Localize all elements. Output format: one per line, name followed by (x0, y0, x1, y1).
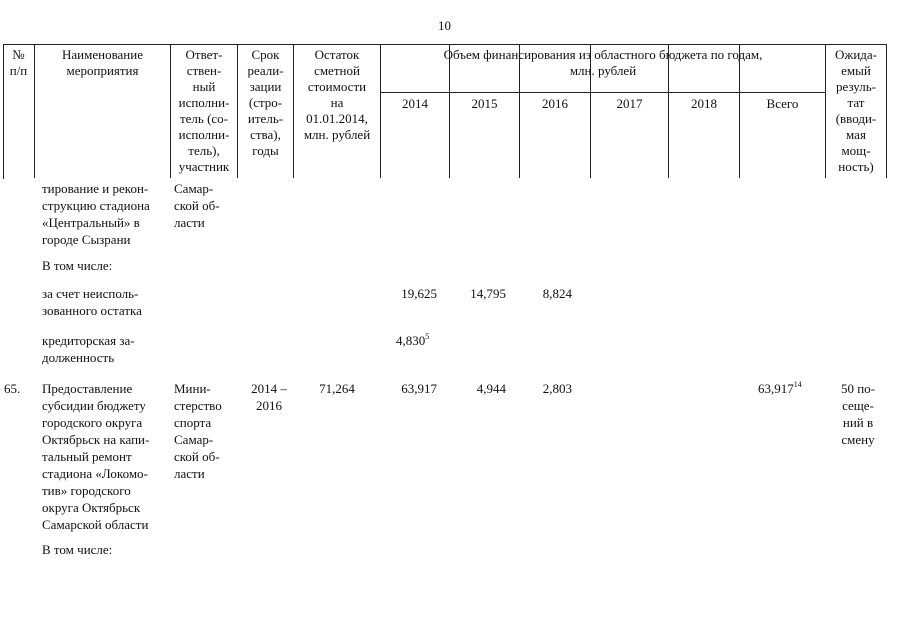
sub-debt-name: кредиторская за- долженность (42, 333, 135, 365)
continued-executor: Самар- ской об- ласти (174, 181, 220, 230)
sub-debt-2014 (396, 332, 429, 349)
header-year-2015: 2015 (471, 96, 498, 111)
row65-name: Предоставление субсидии бюджету городского округа Октябрьск на капи- тальный ремонт стадиона «Локомо- тив» городского округа Октябрьск Самарской области (42, 381, 150, 532)
sub-unused-name: за счет неисполь- зованного остатка (42, 286, 142, 318)
row65-total-value: 63,917 (758, 381, 794, 396)
header-funding: Объем финансирования из областного бюджета по годам, млн. рублей (443, 47, 763, 78)
row65-term: 2014 – 2016 (251, 381, 287, 413)
sub-unused-2014: 19,625 (401, 286, 437, 301)
including-label: В том числе: (42, 258, 113, 273)
grid-line (380, 92, 825, 93)
header-name: Наименование мероприятия (62, 47, 143, 78)
header-year-2017: 2017 (616, 96, 643, 111)
row65-result: 50 по- сеще- ний в смену (840, 381, 876, 447)
row65-remainder: 71,264 (319, 381, 355, 396)
row65-num: 65. (4, 381, 21, 396)
row65-total (758, 380, 802, 397)
header-executor: Ответ- ствен- ный исполни- тель (со- исполни- тель), участник (178, 47, 230, 174)
row65-2014: 63,917 (401, 381, 437, 396)
continued-name: тирование и рекон- струкцию стадиона «Центральный» в городе Сызрани (42, 181, 150, 247)
header-result: Ожида- емый резуль- тат (вводи- мая мощ- ность) (834, 47, 878, 174)
grid-line (886, 44, 887, 178)
footnote-mark: 14 (793, 380, 802, 389)
row65-2016: 2,803 (542, 381, 572, 396)
header-year-2014: 2014 (402, 96, 428, 111)
sub-unused-2016: 8,824 (542, 286, 572, 301)
footnote-mark: 5 (425, 332, 430, 341)
header-year-2018: 2018 (691, 96, 717, 111)
header-year-2016: 2016 (542, 96, 568, 111)
sub-unused-2015: 14,795 (470, 286, 506, 301)
including-label: В том числе: (42, 542, 113, 557)
sub-debt-2014-value: 4,830 (396, 333, 426, 348)
row65-executor: Мини- стерство спорта Самар- ской об- ласти (174, 381, 222, 481)
header-remainder: Остаток сметной стоимости на 01.01.2014, млн. рублей (303, 47, 371, 142)
header-term: Срок реали- зации (стро- итель- ства), годы (247, 47, 284, 158)
page-number: 10 (438, 18, 451, 33)
header-num: № п/п (9, 47, 28, 78)
header-total: Всего (766, 96, 799, 111)
row65-2015: 4,944 (476, 381, 506, 396)
